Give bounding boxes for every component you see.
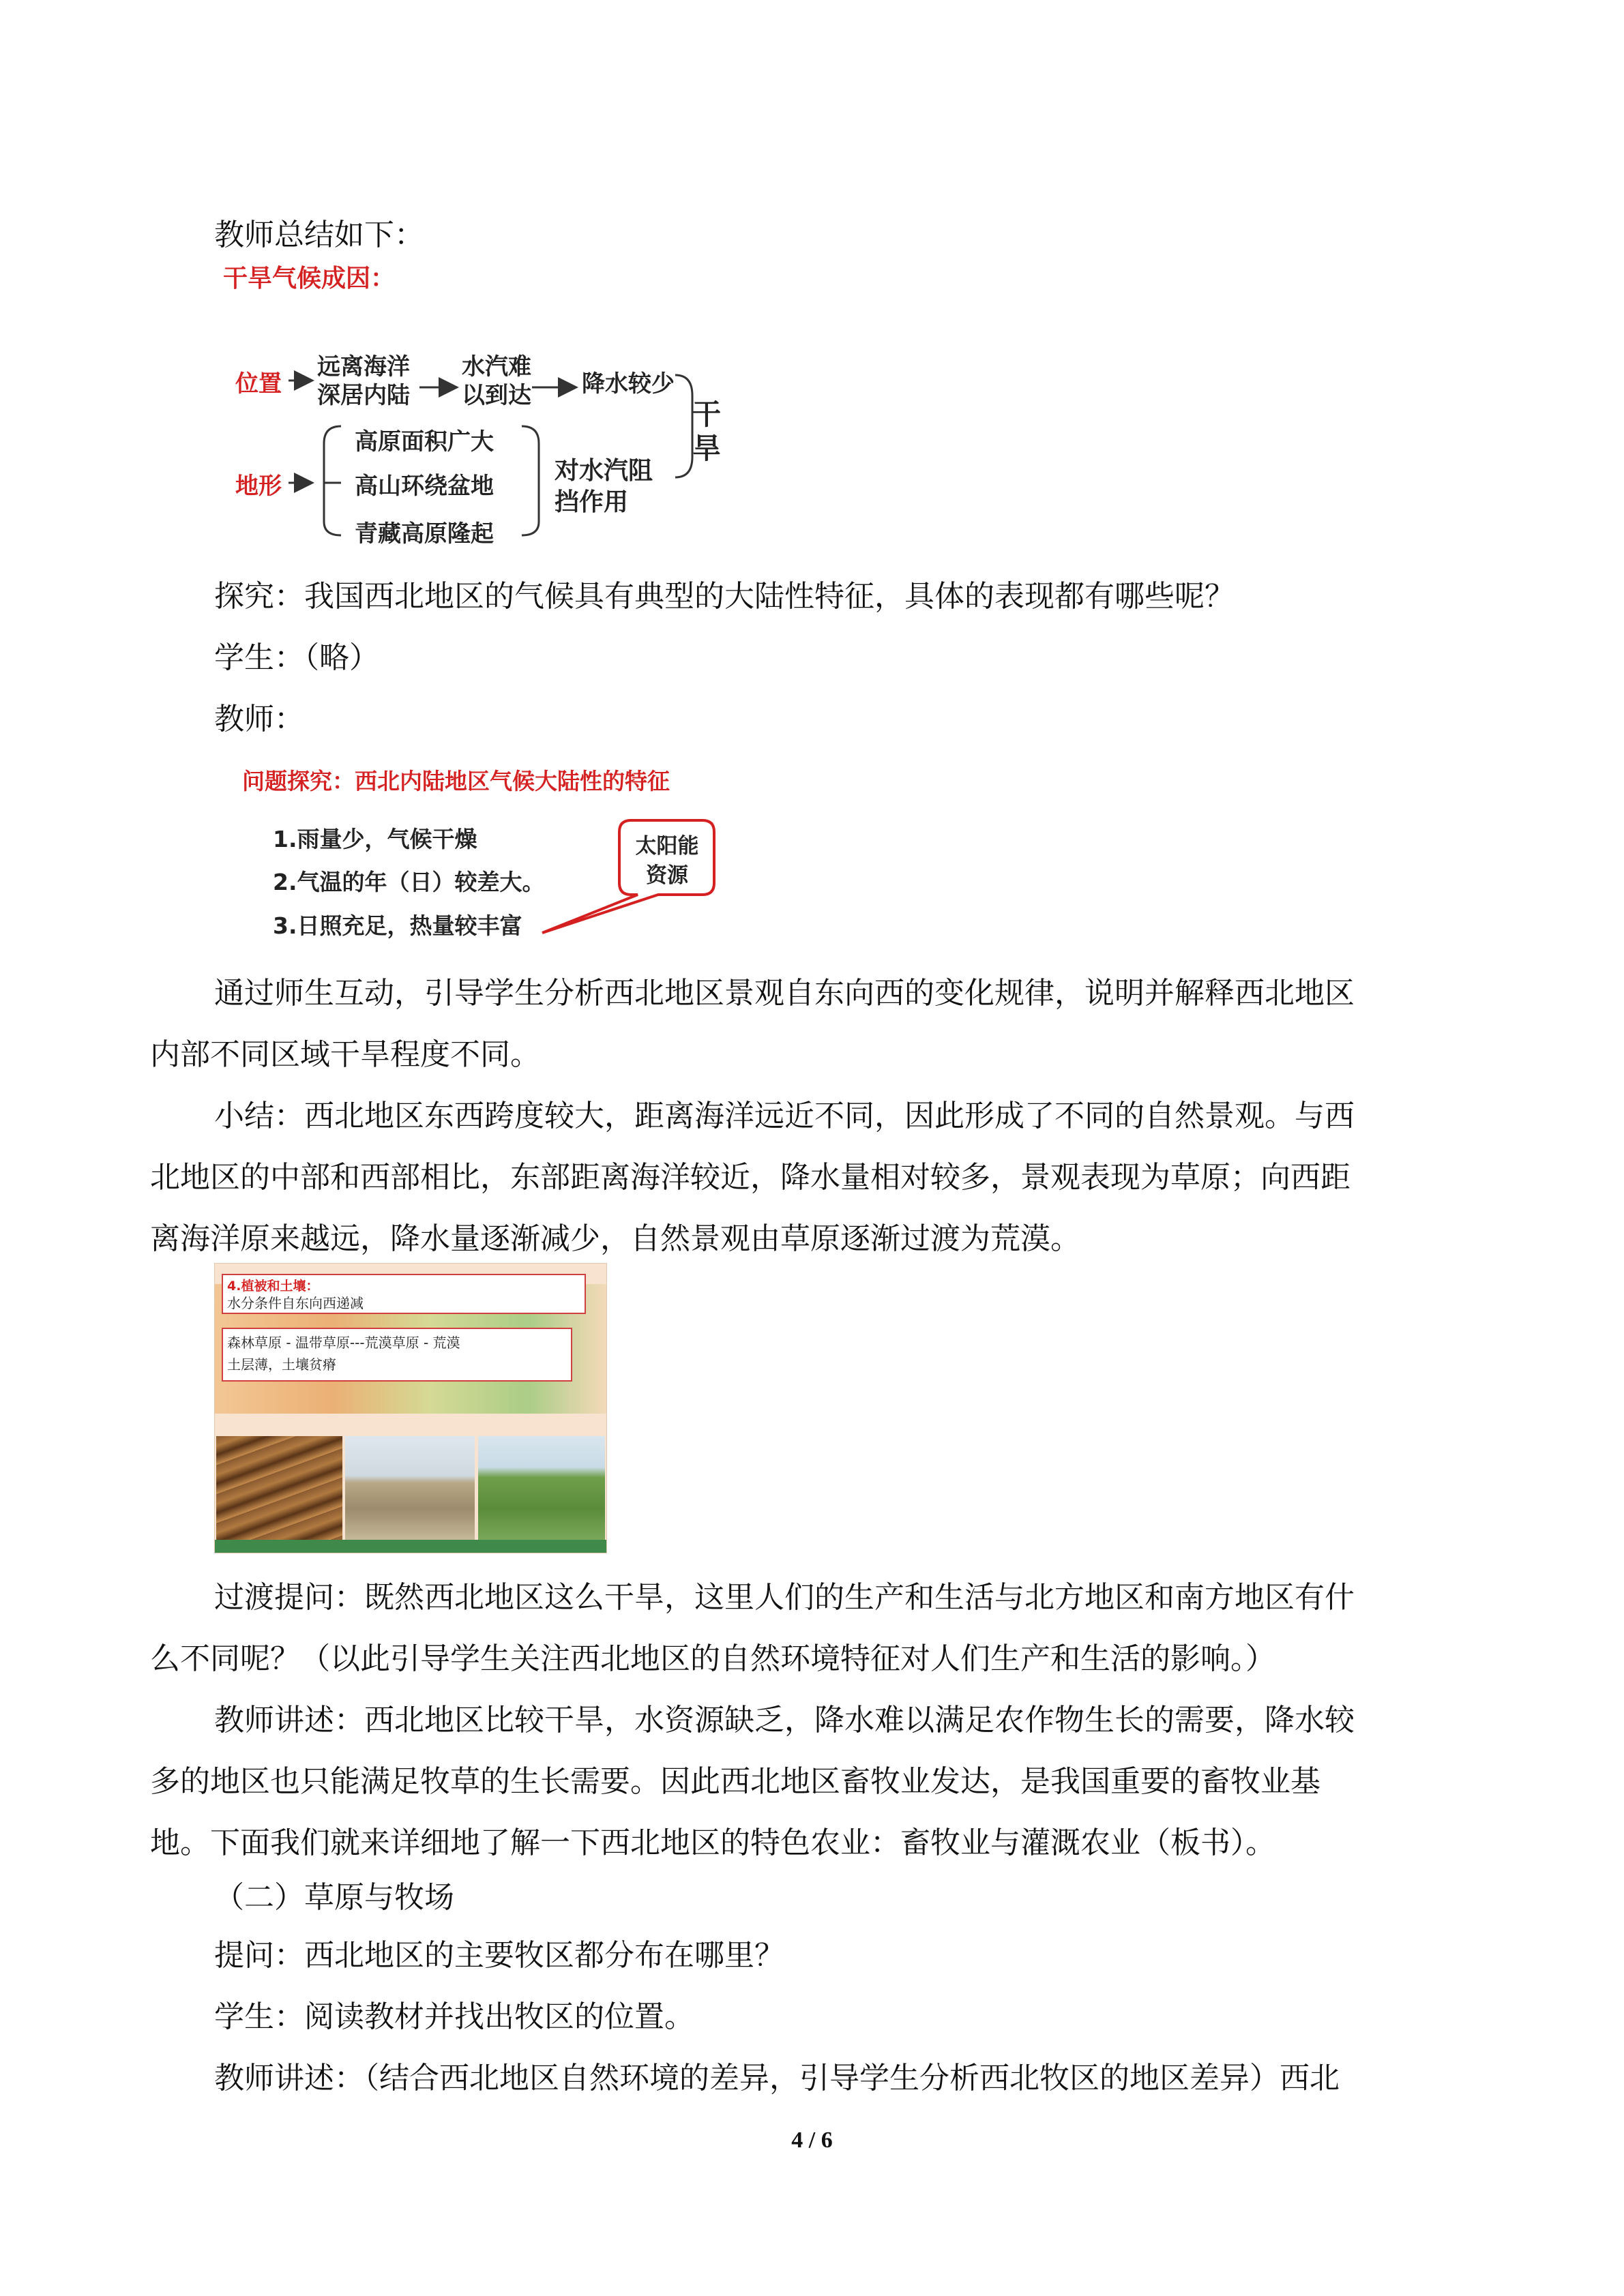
paragraph-student-2: 学生：阅读教材并找出牧区的位置。 — [214, 1999, 694, 2034]
text-dry-1: 干 — [692, 398, 722, 431]
diagram-arrows — [222, 259, 740, 552]
paragraph-lecture-4: 教师讲述：（结合西北地区自然环境的差异，引导学生分析西北牧区的地区差异）西北 — [214, 2061, 1340, 2096]
diagram-title: 干旱气候成因： — [223, 265, 396, 293]
paragraph-teacher-summary: 教师总结如下： — [214, 218, 424, 252]
vegetation-soil-slide — [214, 1263, 607, 1553]
text-inland: 深居内陆 — [317, 382, 410, 409]
slide-line-1: 水分条件自东向西递减 — [227, 1295, 364, 1311]
text-vapor-1: 水汽难 — [462, 353, 531, 381]
paragraph-lecture-1: 教师讲述：西北地区比较干旱，水资源缺乏，降水难以满足农作物生长的需要，降水较 — [214, 1703, 1355, 1738]
text-dry-2: 旱 — [692, 432, 722, 465]
paragraph-transition-2: 么不同呢？（以此引导学生关注西北地区的自然环境特征对人们生产和生活的影响。） — [150, 1641, 1275, 1676]
text-tibet: 青藏高原隆起 — [355, 520, 494, 548]
paragraph-question: 提问：西北地区的主要牧区都分布在哪里？ — [214, 1938, 784, 1973]
paragraph-lecture-3: 地。下面我们就来详细地了解一下西北地区的特色农业：畜牧业与灌溉农业（板书）。 — [150, 1825, 1275, 1860]
photo-desert-steppe — [345, 1436, 475, 1540]
paragraph-lecture-2: 多的地区也只能满足牧草的生长需要。因此西北地区畜牧业发达，是我国重要的畜牧业基 — [150, 1764, 1320, 1799]
slide-heading: 4.植被和土壤： — [227, 1279, 319, 1294]
drought-causes-diagram — [222, 259, 740, 552]
continental-climate-figure — [242, 764, 720, 941]
paragraph-student-1: 学生：（略） — [214, 640, 379, 675]
paragraph-transition-1: 过渡提问：既然西北地区这么干旱，这里人们的生产和生活与北方地区和南方地区有什 — [214, 1580, 1355, 1615]
label-position: 位置 — [235, 370, 282, 398]
photo-desert — [216, 1436, 342, 1540]
slide-footer-bar — [215, 1540, 606, 1553]
page-number: 4 / 6 — [791, 2128, 833, 2153]
paragraph-explore: 探究：我国西北地区的气候具有典型的大陆性特征，具体的表现都有哪些呢？ — [214, 579, 1235, 614]
paragraph-interaction-1: 通过师生互动，引导学生分析西北地区景观自东向西的变化规律，说明并解释西北地区 — [214, 976, 1355, 1011]
paragraph-teacher: 教师： — [214, 702, 304, 736]
text-plateau: 高原面积广大 — [355, 428, 494, 456]
text-mountains: 高山环绕盆地 — [355, 473, 494, 500]
paragraph-interaction-2: 内部不同区域干旱程度不同。 — [150, 1037, 540, 1072]
feature-item-3: 3.日照充足，热量较丰富 — [273, 912, 522, 939]
bubble-text-1: 太阳能 — [635, 834, 699, 859]
text-far-sea: 远离海洋 — [317, 353, 410, 381]
text-block-1: 对水汽阻 — [555, 457, 653, 485]
text-block-2: 挡作用 — [555, 488, 629, 516]
text-vapor-2: 以到达 — [462, 382, 531, 409]
paragraph-summary-3: 离海洋原来越远，降水量逐渐减少，自然景观由草原逐渐过渡为荒漠。 — [150, 1221, 1080, 1256]
paragraph-summary-1: 小结：西北地区东西跨度较大，距离海洋远近不同，因此形成了不同的自然景观。与西 — [214, 1099, 1355, 1133]
photo-grassland — [478, 1436, 605, 1540]
paragraph-summary-2: 北地区的中部和西部相比，东部距离海洋较近，降水量相对较多，景观表现为草原；向西距 — [150, 1160, 1350, 1195]
feature-item-2: 2.气温的年（日）较差大。 — [273, 869, 545, 895]
bubble-text-2: 资源 — [646, 863, 688, 888]
label-terrain: 地形 — [235, 473, 282, 500]
slide-line-2: 森林草原 - 温带草原---荒漠草原 - 荒漠 — [227, 1335, 460, 1351]
figure2-title: 问题探究：西北内陆地区气候大陆性的特征 — [242, 768, 670, 794]
text-less-rain: 降水较少 — [582, 370, 675, 398]
feature-item-1: 1.雨量少，气候干燥 — [273, 826, 477, 852]
slide-line-3: 土层薄，土壤贫瘠 — [227, 1356, 336, 1373]
section-heading-grassland: （二）草原与牧场 — [214, 1880, 454, 1915]
